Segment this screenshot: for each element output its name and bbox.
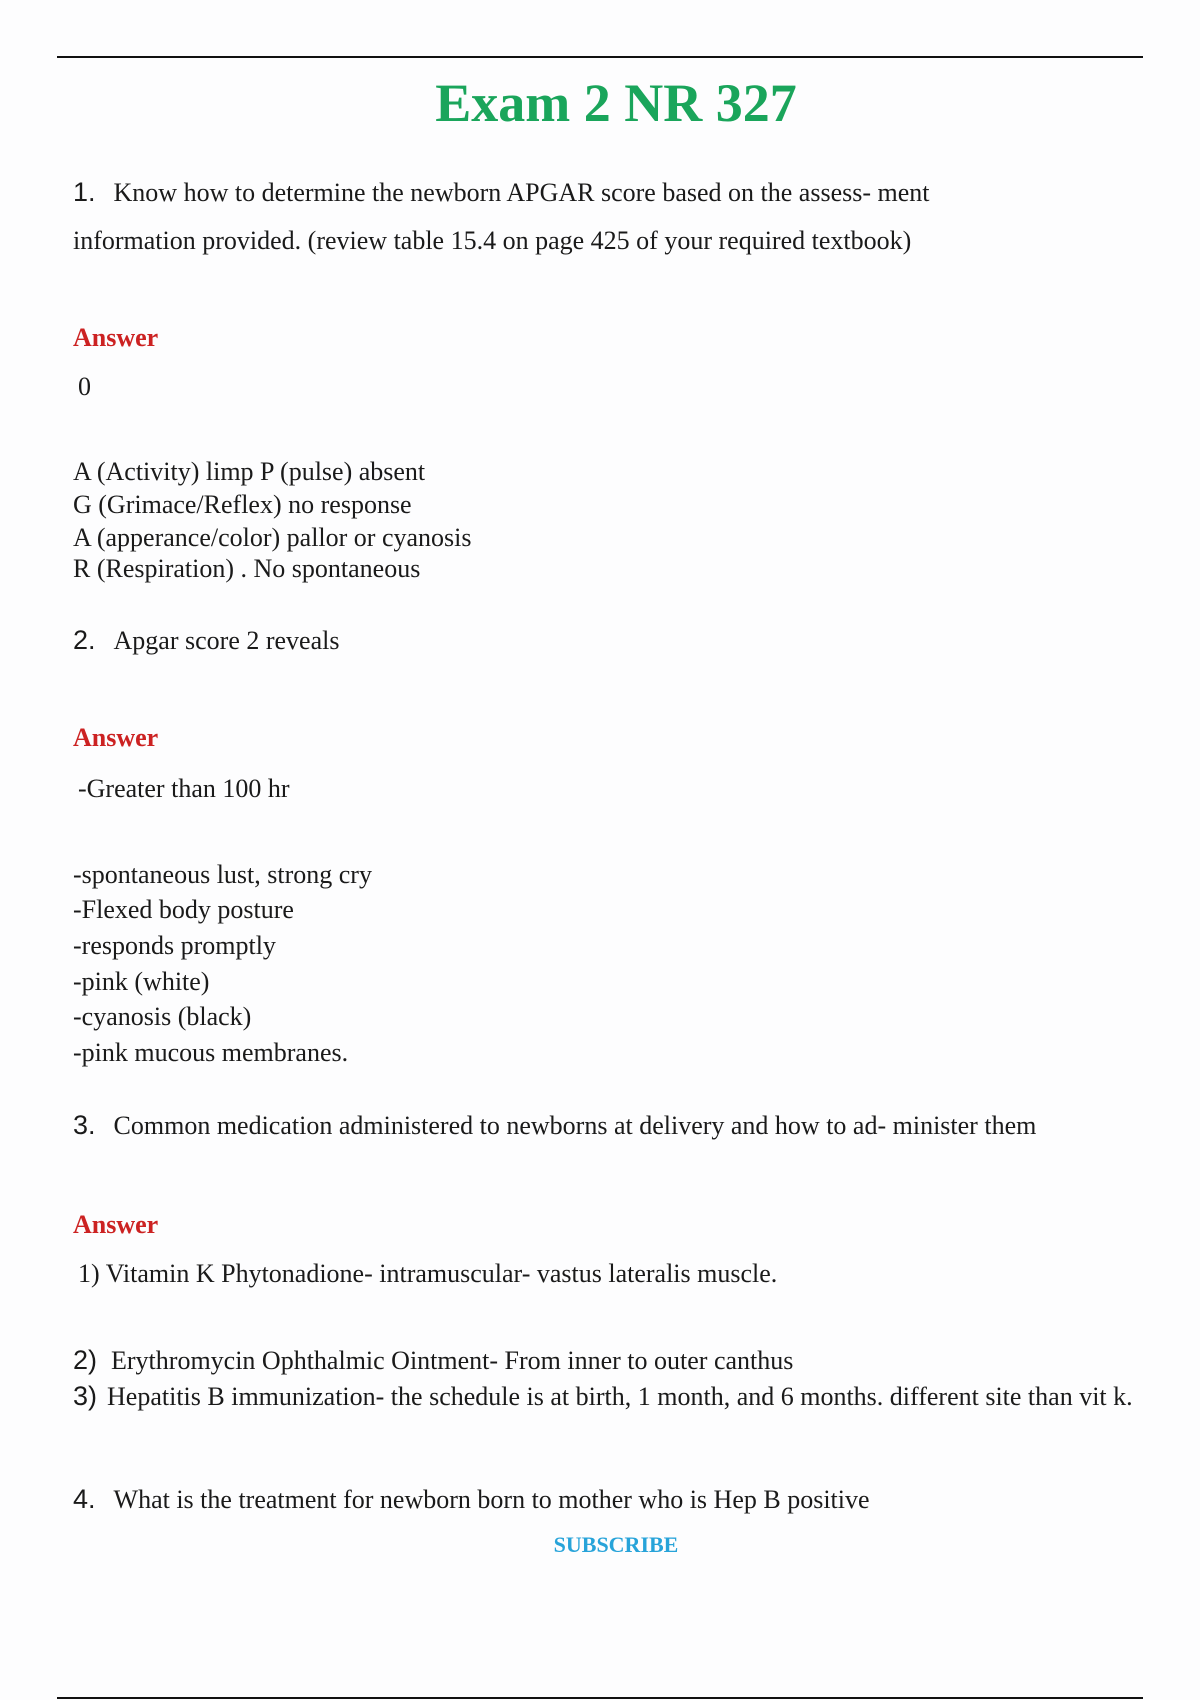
answer-line: G (Grimace/Reflex) no response [73, 490, 412, 519]
question-text: Know how to determine the newborn APGAR score based on the assess- ment [113, 178, 930, 207]
bottom-rule [57, 1697, 1143, 1699]
question-1-continuation: information provided. (review table 15.4 on page 425 of your required textbook) [73, 226, 912, 255]
answer-item-3 [73, 1381, 1133, 1412]
document-title: Exam 2 NR 327 [435, 73, 797, 133]
question-4 [73, 1484, 870, 1515]
answer-item-1: 1) Vitamin K Phytonadione- intramuscular- vastus lateralis muscle. [78, 1259, 778, 1288]
answer-line: R (Respiration) . No spontaneous [73, 554, 421, 583]
answer-first-line: -Greater than 100 hr [78, 774, 290, 803]
answer-line: A (Activity) limp P (pulse) absent [73, 457, 426, 486]
question-number: 2. [73, 625, 96, 655]
answer-line: -responds promptly [73, 931, 276, 960]
answer-line: -pink mucous membranes. [73, 1038, 349, 1067]
subscribe-link[interactable]: SUBSCRIBE [553, 1532, 679, 1557]
item-number: 3) [73, 1381, 98, 1411]
question-text: What is the treatment for newborn born to mother who is Hep B positive [113, 1485, 870, 1514]
answer-label: Answer [73, 323, 159, 352]
item-text: Erythromycin Ophthalmic Ointment- From inner to outer canthus [111, 1346, 794, 1375]
item-number: 2) [73, 1345, 98, 1375]
answer-line: -cyanosis (black) [73, 1002, 252, 1031]
answer-item-2 [73, 1345, 793, 1376]
answer-line: -Flexed body posture [73, 895, 294, 924]
question-number: 1. [73, 177, 96, 207]
answer-label: Answer [73, 1210, 159, 1239]
answer-line: -spontaneous lust, strong cry [73, 860, 372, 889]
top-rule [57, 56, 1143, 58]
question-2 [73, 625, 339, 656]
answer-line: -pink (white) [73, 967, 210, 996]
answer-label: Answer [73, 723, 159, 752]
item-text: Hepatitis B immunization- the schedule is at birth, 1 month, and 6 months. different site than vit k. [107, 1382, 1133, 1411]
question-3 [73, 1110, 1036, 1141]
question-number: 3. [73, 1110, 96, 1140]
answer-score: 0 [78, 372, 91, 401]
question-text: Apgar score 2 reveals [113, 626, 340, 655]
question-1 [73, 177, 929, 208]
answer-line: A (apperance/color) pallor or cyanosis [73, 523, 472, 552]
question-text: Common medication administered to newborns at delivery and how to ad- minister them [113, 1111, 1037, 1140]
question-number: 4. [73, 1484, 96, 1514]
